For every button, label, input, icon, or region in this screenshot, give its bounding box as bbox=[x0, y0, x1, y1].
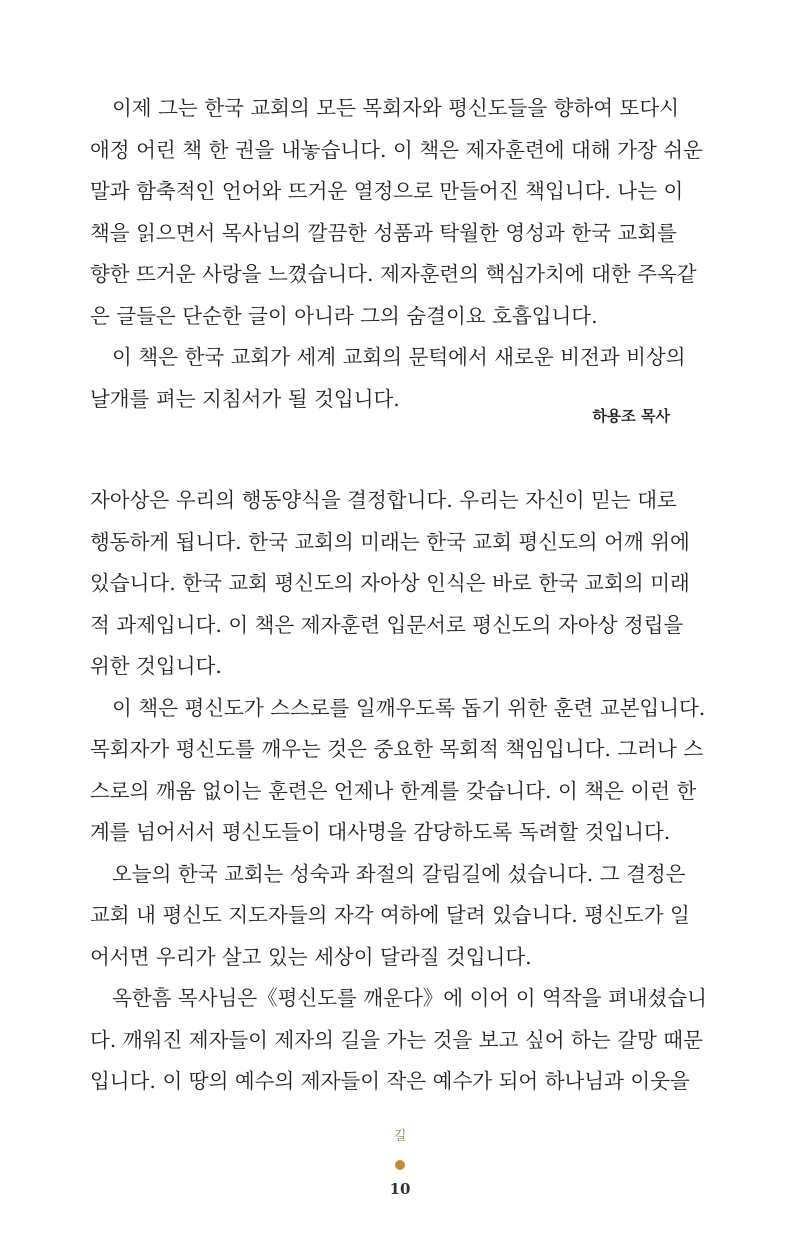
text-line: 있습니다. 한국 교회 평신도의 자아상 인식은 바로 한국 교회의 미래 bbox=[90, 571, 690, 595]
endorsement-2 bbox=[90, 480, 707, 1103]
text-line: 옥한흠 목사님은《평신도를 깨운다》에 이어 이 역작을 펴내셨습니 bbox=[112, 986, 707, 1010]
running-head: 길 bbox=[393, 1129, 407, 1144]
page-number: 10 bbox=[389, 1180, 411, 1198]
text-line: 이제 그는 한국 교회의 모든 목회자와 평신도들을 향하여 또다시 bbox=[112, 96, 680, 120]
text-line: 날개를 펴는 지침서가 될 것입니다. bbox=[90, 386, 400, 411]
endorsement-1 bbox=[90, 88, 703, 420]
text-line: 스로의 깨움 없이는 훈련은 언제나 한계를 갖습니다. 이 책은 이런 한 bbox=[90, 778, 697, 803]
text-line: 입니다. 이 땅의 예수의 제자들이 작은 예수가 되어 하나님과 이웃을 bbox=[90, 1069, 690, 1093]
text-line: 목회자가 평신도를 깨우는 것은 중요한 목회적 책임입니다. 그러나 스 bbox=[90, 737, 704, 761]
text-line: 어서면 우리가 살고 있는 세상이 달라질 것입니다. bbox=[90, 944, 532, 969]
text-line: 계를 넘어서서 평신도들이 대사명을 감당하도록 독려할 것입니다. bbox=[90, 820, 671, 844]
text-line: 애정 어린 책 한 권을 내놓습니다. 이 책은 제자훈련에 대해 가장 쉬운 bbox=[90, 137, 703, 162]
text-line: 다. 깨워진 제자들이 제자의 길을 가는 것을 보고 싶어 하는 갈망 때문 bbox=[90, 1027, 703, 1052]
text-line: 은 글들은 단순한 글이 아니라 그의 숨결이요 호흡입니다. bbox=[90, 303, 598, 328]
text-line: 말과 함축적인 언어와 뜨거운 열정으로 만들어진 책입니다. 나는 이 bbox=[90, 179, 684, 203]
text-line: 향한 뜨거운 사랑을 느꼈습니다. 제자훈련의 핵심가치에 대한 주옥같 bbox=[90, 262, 697, 286]
text-line: 행동하게 됩니다. 한국 교회의 미래는 한국 교회 평신도의 어깨 위에 bbox=[90, 529, 690, 554]
text-line: 교회 내 평신도 지도자들의 자각 여하에 달려 있습니다. 평신도가 일 bbox=[90, 903, 690, 927]
text-line: 오늘의 한국 교회는 성숙과 좌절의 갈림길에 섰습니다. 그 결정은 bbox=[112, 861, 686, 886]
footer-dot-icon bbox=[395, 1160, 405, 1170]
text-line: 자아상은 우리의 행동양식을 결정합니다. 우리는 자신이 믿는 대로 bbox=[90, 488, 677, 512]
text-line: 이 책은 한국 교회가 세계 교회의 문턱에서 새로운 비전과 비상의 bbox=[112, 345, 686, 369]
text-line: 적 과제입니다. 이 책은 제자훈련 입문서로 평신도의 자아상 정립을 bbox=[90, 612, 684, 637]
text-line: 위한 것입니다. bbox=[90, 654, 222, 678]
text-line: 책을 읽으면서 목사님의 깔끔한 성품과 탁월한 영성과 한국 교회를 bbox=[90, 220, 677, 245]
endorser-signature: 하용조 목사 bbox=[592, 407, 670, 425]
text-line: 이 책은 평신도가 스스로를 일깨우도록 돕기 위한 훈련 교본입니다. bbox=[112, 695, 706, 720]
